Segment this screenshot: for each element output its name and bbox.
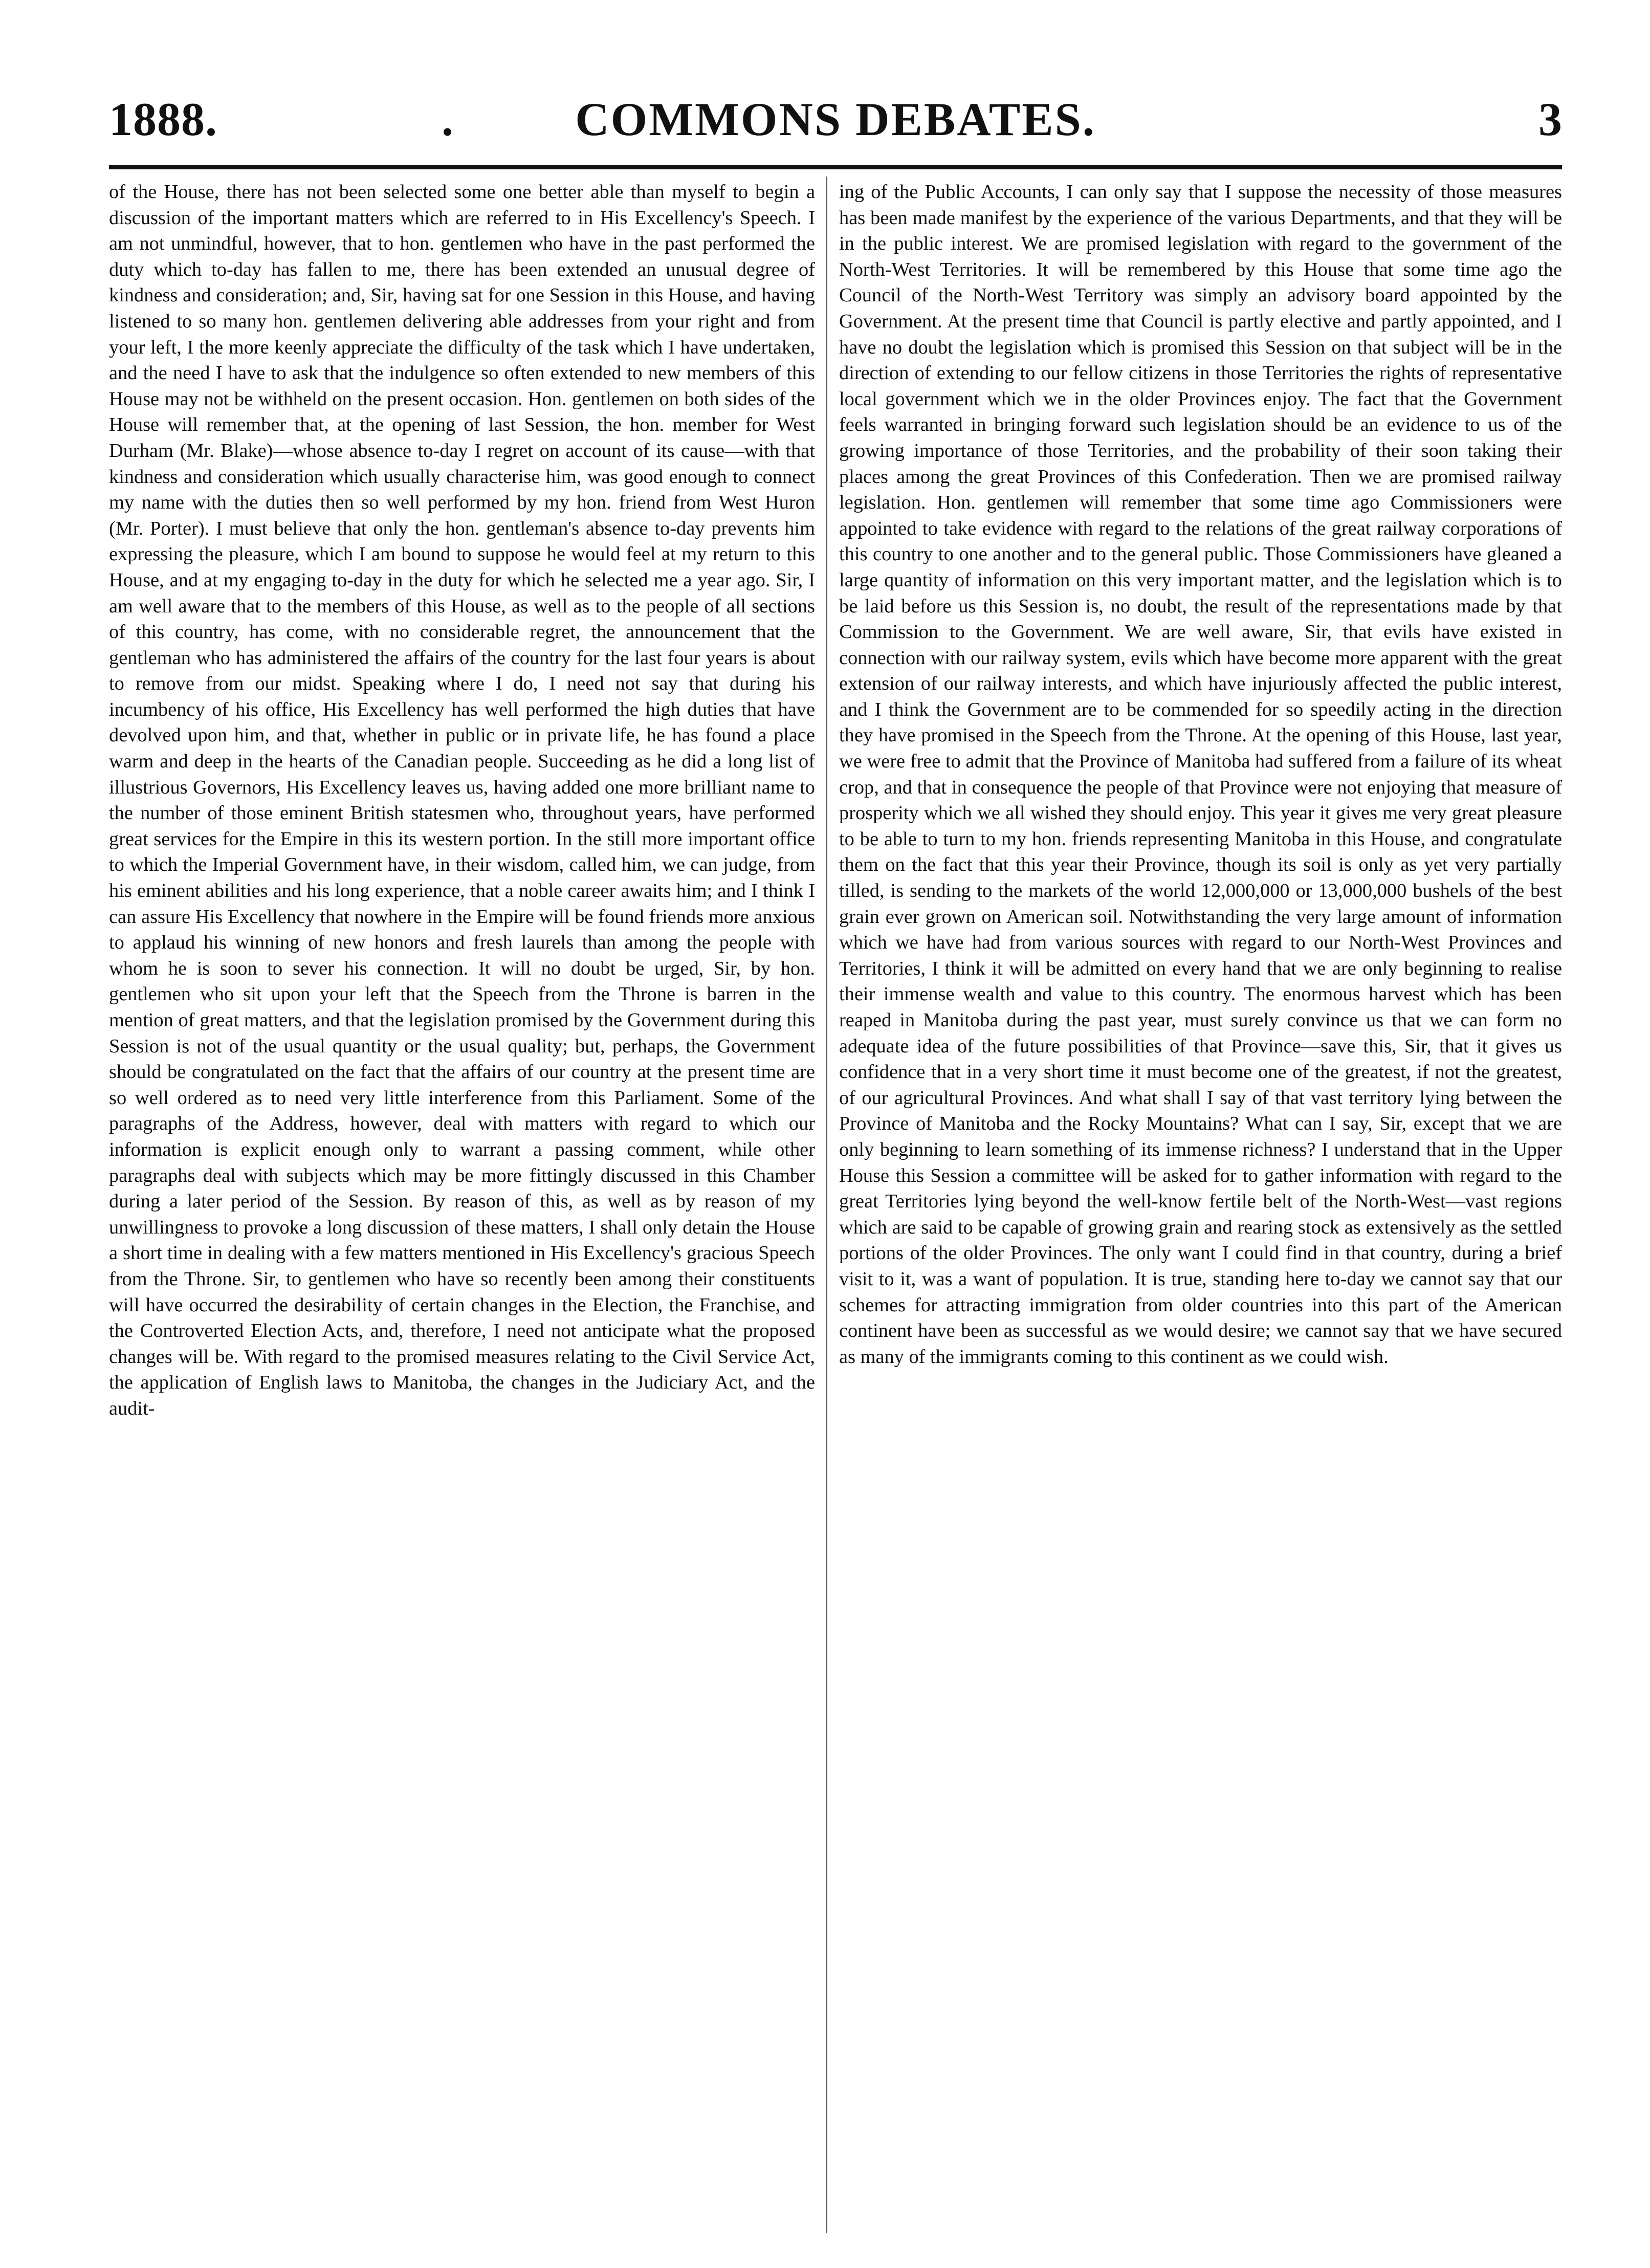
column-left	[109, 179, 815, 1422]
header-dot: .	[442, 93, 453, 145]
page-header	[109, 92, 1562, 159]
column-divider	[826, 177, 827, 2233]
header-title: COMMONS DEBATES.	[575, 93, 1096, 145]
column-right-text: ing of the Public Accounts, I can only say that I suppose the necessity of those measures has been made manifest by the experience of the various Departments, and that they will be in the public interest. We are promised legislation with regard to the government of the North-West Territories. It will be remembered by this House that some time ago the Council of the North-West Territory was simply an advisory board appointed by the Government. At the present time that Council is partly elective and partly appointed, and I have no doubt the legislation which is promised this Session on that subject will be in the direction of extending to our fellow citizens in those Territories the rights of representative local government which we in the older Provinces enjoy. The fact that the Government feels warranted in bringing forward such legislation should be an evidence to us of the growing importance of those Territories, and the probability of their soon taking their places among the great Provinces of this Confederation. Then we are promised railway legislation. Hon. gentlemen will remember that some time ago Commissioners were appointed to take evidence with regard to the relations of the great railway corporations of this country to one another and to the general public. Those Commissioners have gleaned a large quantity of information on this very important matter, and the legislation which is to be laid before us this Session is, no doubt, the result of the representations made by that Commission to the Government. We are well aware, Sir, that evils have existed in connection with our railway system, evils which have become more apparent with the great extension of our railway interests, and which have injuriously affected the public interest, and I think the Government are to be commended for so speedily acting in the direction they have promised in the Speech from the Throne. At the opening of this House, last year, we were free to admit that the Province of Manitoba had suffered from a failure of its wheat crop, and that in consequence the people of that Province were not enjoying that measure of prosperity which we all wished they should enjoy. This year it gives me very great pleasure to be able to turn to my hon. friends representing Manitoba in this House, and congratulate them on the fact that this year their Province, though its soil is only as yet very partially tilled, is sending to the markets of the world 12,000,000 or 13,000,000 bushels of the best grain ever grown on American soil. Notwithstanding the very large amount of information which we have had from various sources with regard to our North-West Provinces and Territories, I think it will be admitted on every hand that we are only beginning to realise their immense wealth and value to this country. The enormous harvest which has been reaped in Manitoba during the past year, must surely convince us that we can form no adequate idea of the future possibilities of that Province—save this, Sir, that it gives us confidence that in a very short time it must become one of the greatest, if not the greatest, of our agricultural Provinces. And what shall I say of that vast territory lying between the Province of Manitoba and the Rocky Mountains? What can I say, Sir, except that we are only beginning to learn something of its immense richness? I understand that in the Upper House this Session a committee will be asked for to gather information with regard to the great Territories lying beyond the well-know fertile belt of the North-West—vast regions which are said to be capable of growing grain and rearing stock as extensively as the settled portions of the older Provinces. The only want I could find in that country, during a brief visit to it, was a want of population. It is true, standing here to-day we cannot say that our schemes for attracting immigration from older countries into this part of the American continent have been as successful as we would desire; we cannot say that we have secured as many of the immigrants coming to this continent as we could wish.	[839, 181, 1562, 1368]
column-left-text: of the House, there has not been selected some one better able than myself to begin a discussion of the important matters which are referred to in His Excellency's Speech. I am not unmindful, however, that to hon. gentlemen who have in the past performed the duty which to-day has fallen to me, there has been extended an unusual degree of kindness and consideration; and, Sir, having sat for one Session in this House, and having listened to so many hon. gentlemen delivering able addresses from your right and from your left, I the more keenly appreciate the difficulty of the task which I have undertaken, and the need I have to ask that the indulgence so often extended to new members of this House may not be withheld on the present occasion. Hon. gentlemen on both sides of the House will remember that, at the opening of last Session, the hon. member for West Durham (Mr. Blake)—whose absence to-day I regret on account of its cause—with that kindness and consideration which usually characterise him, was good enough to connect my name with the duties then so well performed by my hon. friend from West Huron (Mr. Porter). I must believe that only the hon. gentleman's absence to-day prevents him expressing the pleasure, which I am bound to suppose he would feel at my return to this House, and at my engaging to-day in the duty for which he selected me a year ago. Sir, I am well aware that to the members of this House, as well as to the people of all sections of this country, has come, with no considerable regret, the announcement that the gentleman who has administered the affairs of the country for the last four years is about to remove from our midst. Speaking where I do, I need not say that during his incumbency of his office, His Excellency has well performed the high duties that have devolved upon him, and that, whether in public or in private life, he has found a place warm and deep in the hearts of the Canadian people. Succeeding as he did a long list of illustrious Governors, His Excellency leaves us, having added one more brilliant name to the number of those eminent British statesmen who, throughout years, have performed great services for the Empire in this its western portion. In the still more important office to which the Imperial Government have, in their wisdom, called him, we can judge, from his eminent abilities and his long experience, that a noble career awaits him; and I think I can assure His Excellency that nowhere in the Empire will be found friends more anxious to applaud his winning of new honors and fresh laurels than among the people with whom he is soon to sever his connection. It will no doubt be urged, Sir, by hon. gentlemen who sit upon your left that the Speech from the Throne is barren in the mention of great matters, and that the legislation promised by the Government during this Session is not of the usual quantity or the usual quality; but, perhaps, the Government should be congratulated on the fact that the affairs of our country at the present time are so well ordered as to need very little interference from this Parliament. Some of the paragraphs of the Address, however, deal with matters with regard to which our information is explicit enough only to warrant a passing comment, while other paragraphs deal with subjects which may be more fittingly discussed in this Chamber during a later period of the Session. By reason of this, as well as by reason of my unwillingness to provoke a long discussion of these matters, I shall only detain the House a short time in dealing with a few matters mentioned in His Excellency's gracious Speech from the Throne. Sir, to gentlemen who have so recently been among their constituents will have occurred the desirability of certain changes in the Election, the Franchise, and the Controverted Election Acts, and, therefore, I need not anticipate what the proposed changes will be. With regard to the promised measures relating to the Civil Service Act, the application of English laws to Manitoba, the changes in the Judiciary Act, and the audit-	[109, 181, 815, 1419]
header-rule	[109, 165, 1562, 169]
header-page-number: 3	[1538, 93, 1562, 145]
column-right	[839, 179, 1562, 1370]
header-year: 1888.	[109, 93, 217, 145]
